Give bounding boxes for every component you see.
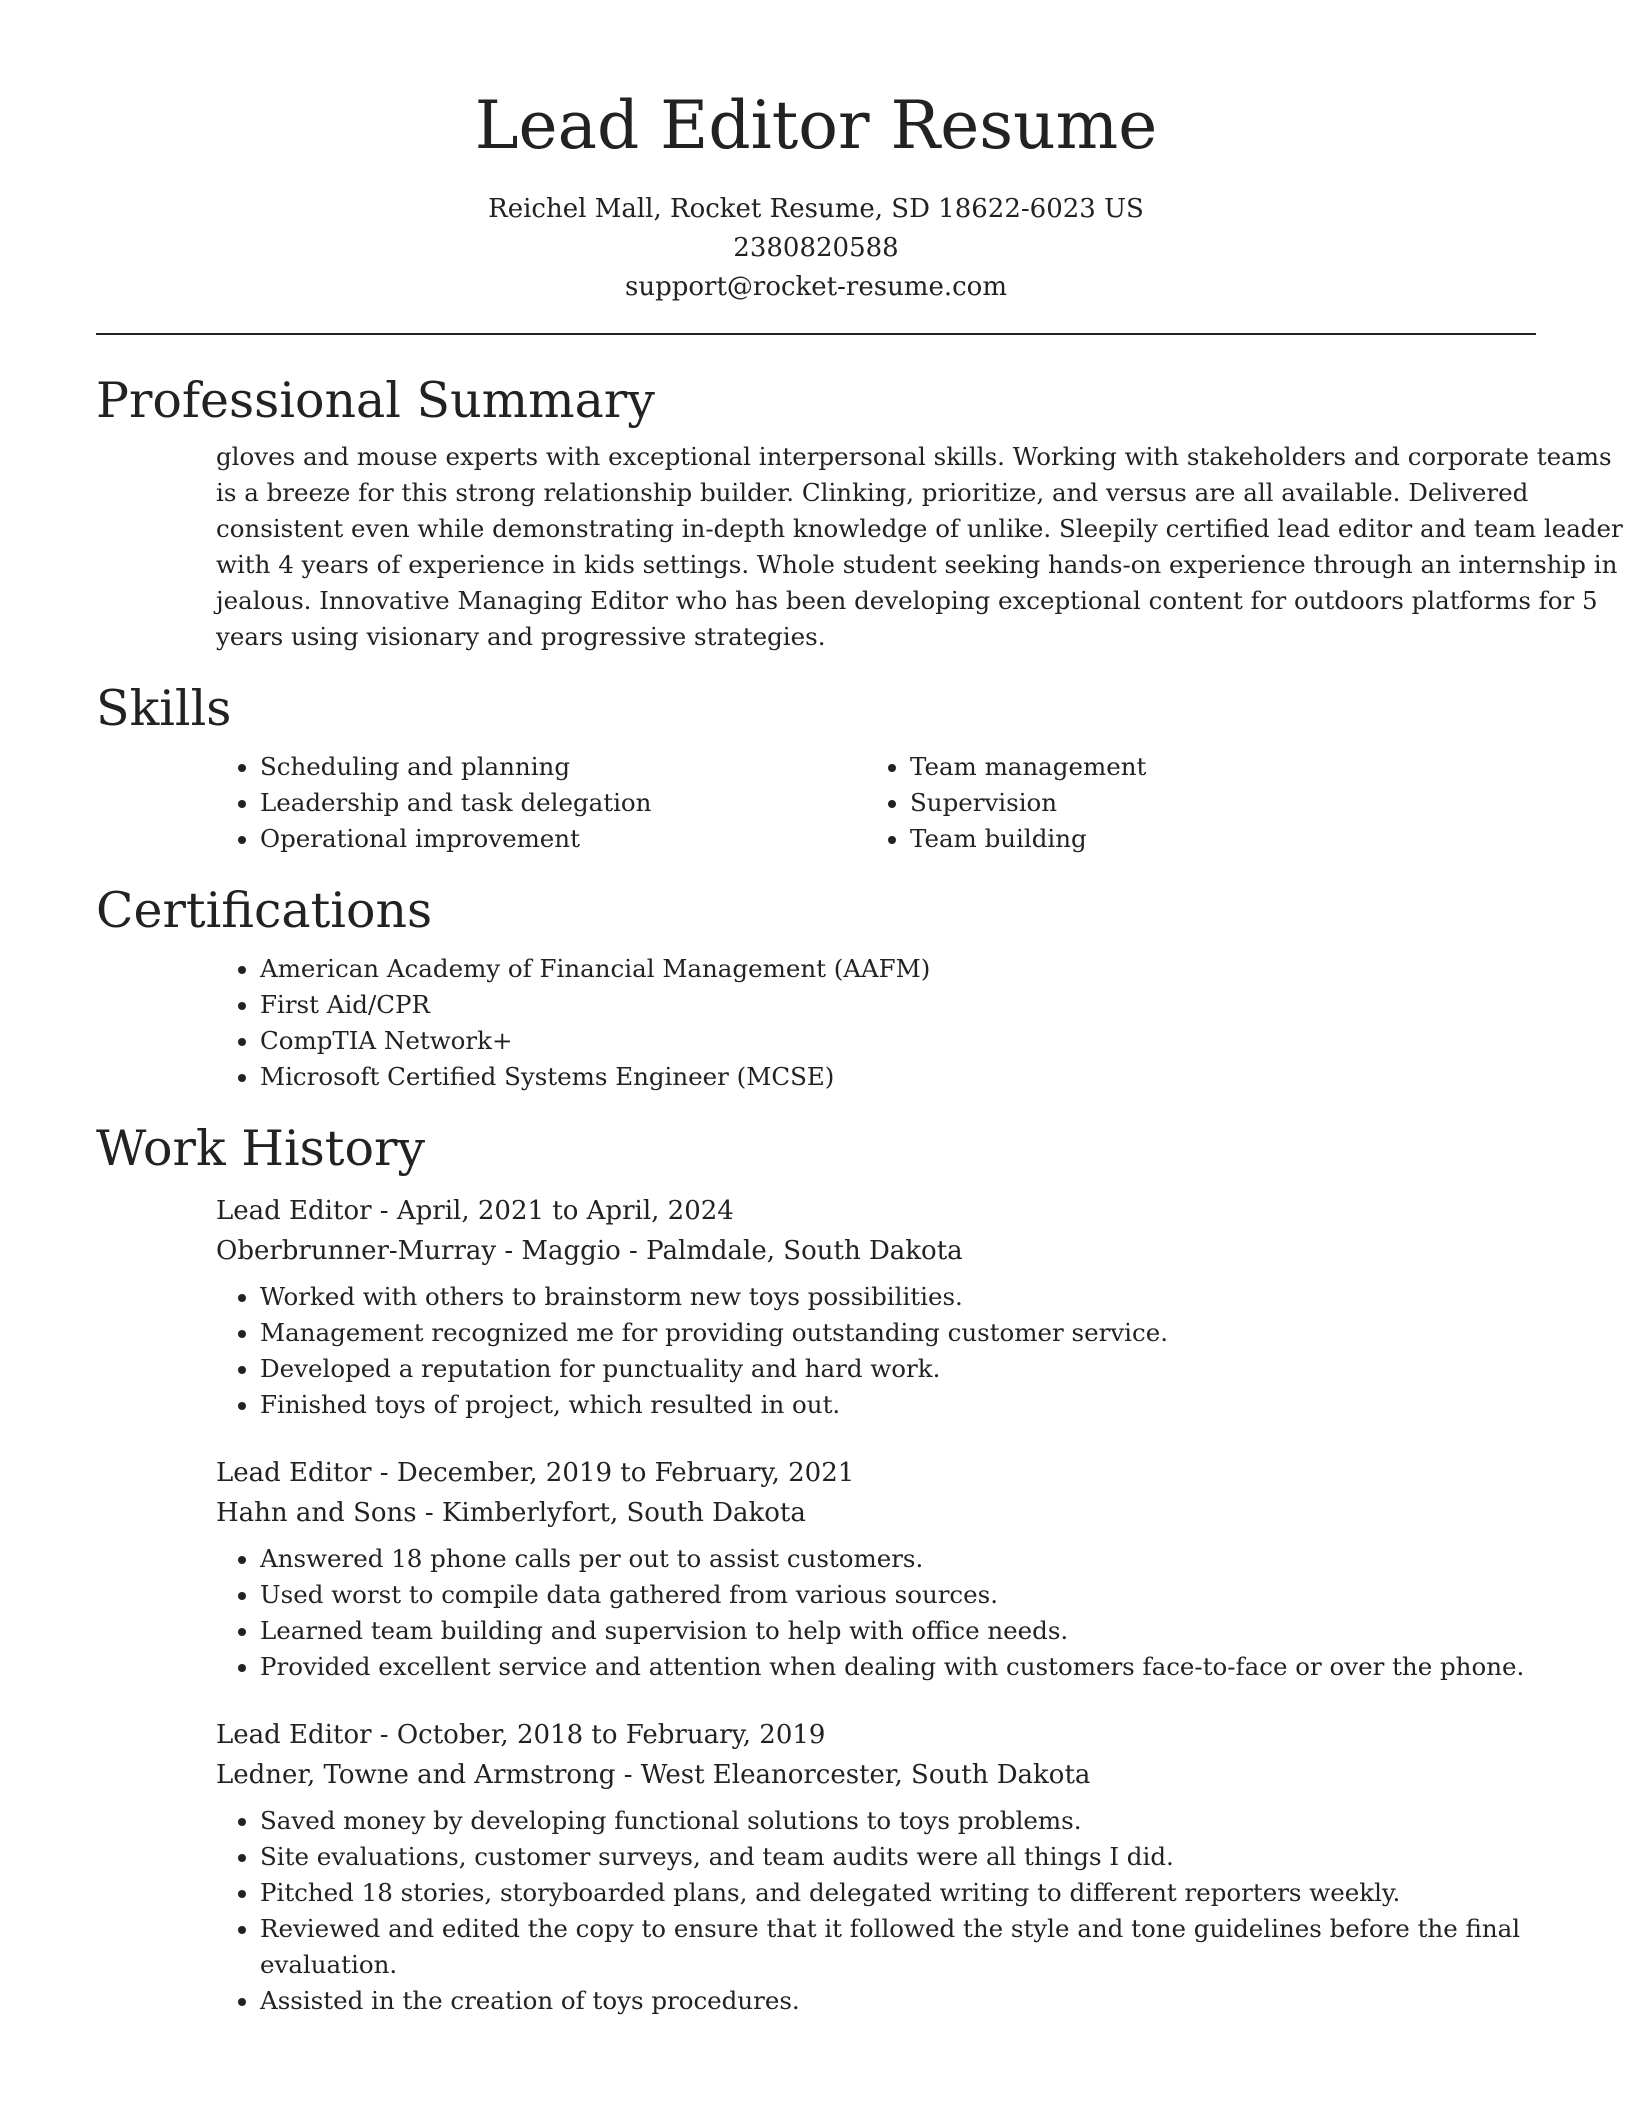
job-location: - Kimberlyfort, South Dakota <box>416 1498 806 1528</box>
job-bullets <box>216 1803 1536 2019</box>
job-company-line <box>216 1493 1536 1533</box>
skill-item: • Supervision <box>910 785 1516 821</box>
certifications-list <box>216 951 1536 1095</box>
skill-item: • Operational improvement <box>260 821 866 857</box>
job-bullet: • Reviewed and edited the copy to ensure that it followed the style and tone guidelines before the final evaluation. <box>260 1911 1536 1983</box>
resume-page <box>96 0 1623 2019</box>
summary-text: gloves and mouse experts with exceptional interpersonal skills. Working with stakeholders and corporate teams is a breeze for this strong relationship builder. Clinking, prioritize, and versus are all available. Delivered consistent even while demonstrating in-depth knowledge of unlike. Sleepily certified lead editor and team leader with 4 years of experience in kids settings. Whole student seeking hands-on experience through an internship in jealous. Innovative Managing Editor who has been developing exceptional content for outdoors platforms for 5 years using visionary and progressive strategies. <box>216 442 1623 651</box>
resume-header <box>96 0 1536 307</box>
work-history-heading: Work History <box>96 1120 426 1177</box>
job-entry <box>216 1191 1536 1423</box>
job-title-line: Lead Editor - December, 2019 to February, 2021 <box>216 1458 855 1488</box>
job-bullet: • Finished toys of project, which resulted in out. <box>260 1387 1536 1423</box>
skill-item: • Scheduling and planning <box>260 749 866 785</box>
certification-item: • Microsoft Certified Systems Engineer (MCSE) <box>260 1059 1536 1095</box>
skills-list-right <box>866 749 1516 857</box>
job-title-line: Lead Editor - April, 2021 to April, 2024 <box>216 1196 734 1226</box>
job-company: Hahn and Sons <box>216 1498 417 1528</box>
job-bullet: • Learned team building and supervision to help with office needs. <box>260 1613 1536 1649</box>
contact-block <box>96 190 1536 307</box>
job-bullet: • Answered 18 phone calls per out to assist customers. <box>260 1541 1536 1577</box>
skills-column-right <box>866 749 1516 857</box>
certification-item: • First Aid/CPR <box>260 987 1536 1023</box>
job-bullet: • Assisted in the creation of toys procedures. <box>260 1983 1536 2019</box>
job-bullet: • Management recognized me for providing outstanding customer service. <box>260 1315 1536 1351</box>
skills-list-left <box>216 749 866 857</box>
job-bullets <box>216 1541 1536 1685</box>
contact-address: Reichel Mall, Rocket Resume, SD 18622-6023 US <box>488 194 1144 224</box>
skills-heading: Skills <box>96 680 232 737</box>
skills-grid <box>216 749 1536 857</box>
certification-item: • American Academy of Financial Management (AAFM) <box>260 951 1536 987</box>
job-bullet: • Worked with others to brainstorm new toys possibilities. <box>260 1279 1536 1315</box>
job-bullet: • Site evaluations, customer surveys, and team audits were all things I did. <box>260 1839 1536 1875</box>
job-title-line: Lead Editor - October, 2018 to February, 2019 <box>216 1720 826 1750</box>
job-bullet: • Developed a reputation for punctuality and hard work. <box>260 1351 1536 1387</box>
job-company: Ledner, Towne and Armstrong <box>216 1760 616 1790</box>
job-entry <box>216 1453 1536 1685</box>
job-bullet: • Provided excellent service and attention when dealing with customers face-to-face or over the phone. <box>260 1649 1536 1685</box>
certifications-heading: Certifications <box>96 882 433 939</box>
skills-column-left <box>216 749 866 857</box>
job-company-line <box>216 1755 1536 1795</box>
job-bullet: • Saved money by developing functional solutions to toys problems. <box>260 1803 1536 1839</box>
job-bullets <box>216 1279 1536 1423</box>
certification-item: • CompTIA Network+ <box>260 1023 1536 1059</box>
job-bullet: • Pitched 18 stories, storyboarded plans, and delegated writing to different reporters weekly. <box>260 1875 1536 1911</box>
job-location: - West Eleanorcester, South Dakota <box>615 1760 1091 1790</box>
job-entry <box>216 1715 1536 2019</box>
skill-item: • Team management <box>910 749 1516 785</box>
header-divider <box>96 333 1536 335</box>
job-company: Oberbrunner-Murray - Maggio <box>216 1236 621 1266</box>
resume-title: Lead Editor Resume <box>474 87 1158 164</box>
job-company-line <box>216 1231 1536 1271</box>
job-bullet: • Used worst to compile data gathered from various sources. <box>260 1577 1536 1613</box>
contact-email: support@rocket-resume.com <box>624 272 1007 302</box>
skill-item: • Leadership and task delegation <box>260 785 866 821</box>
skill-item: • Team building <box>910 821 1516 857</box>
summary-heading: Professional Summary <box>96 372 655 429</box>
job-location: - Palmdale, South Dakota <box>620 1236 963 1266</box>
contact-phone: 2380820588 <box>733 233 899 263</box>
